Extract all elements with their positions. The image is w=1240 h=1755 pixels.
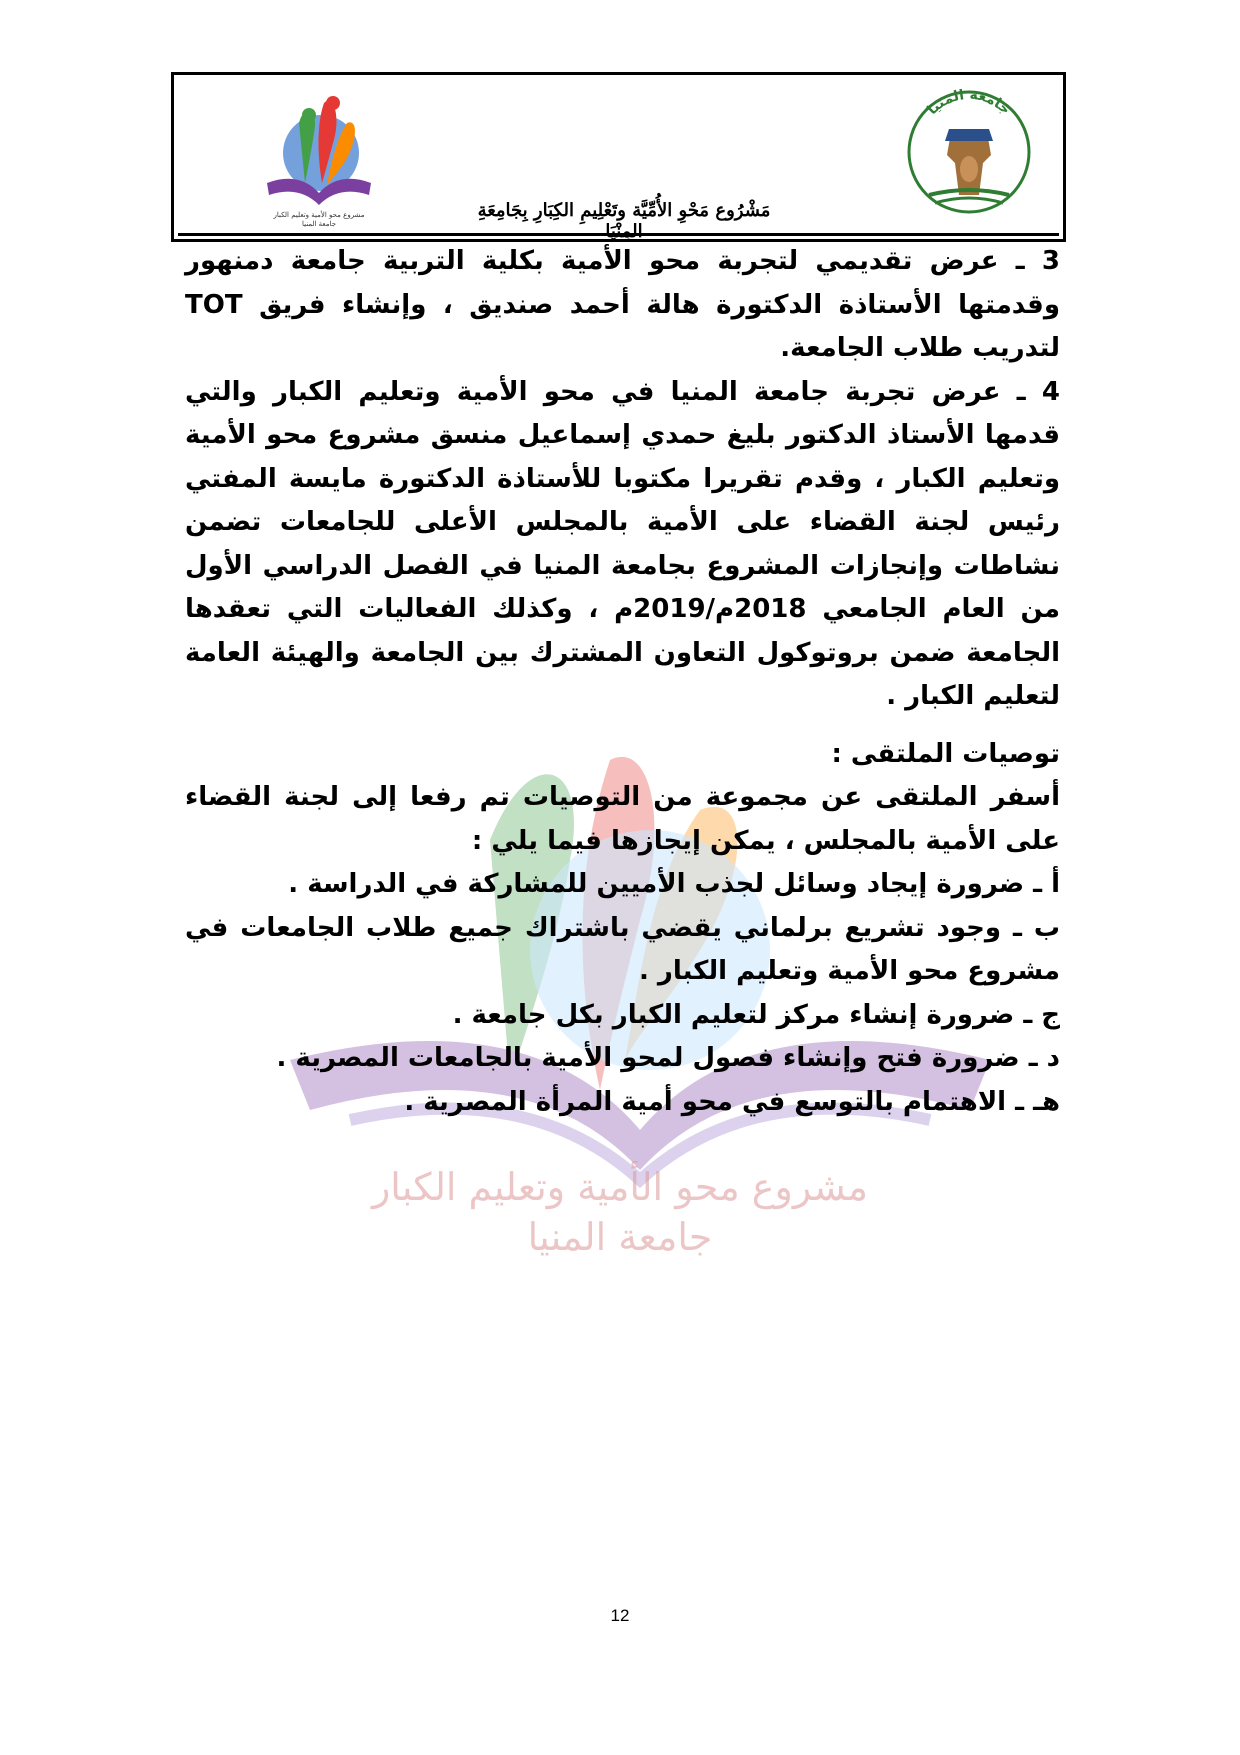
left-logo-caption-line1: مشروع محو الأمية وتعليم الكبار (273, 211, 365, 219)
minia-university-logo (899, 77, 1039, 227)
svg-text:جامعة المنيا (924, 87, 1013, 118)
left-logo-caption-line2: جامعة المنيا (301, 220, 337, 228)
recommendation-d: د ـ ضرورة فتح وإنشاء فصول لمحو الأمية بالجامعات المصرية . (276, 1043, 1060, 1073)
recommendation-b: ب ـ وجود تشريع برلماني يقضي باشتراك جميع طلاب الجامعات في مشروع محو الأمية وتعليم الكبار . (185, 912, 1060, 986)
recommendation-e: هـ ـ الاهتمام بالتوسع في محو أمية المرأة المصرية . (404, 1086, 1060, 1117)
recommendation-c: ج ـ ضرورة إنشاء مركز لتعليم الكبار بكل جامعة . (452, 999, 1060, 1030)
document-body (185, 240, 1060, 1124)
watermark-text-line1: مشروع محو الأمية وتعليم الكبار (371, 1165, 869, 1209)
paragraph-item-4: 4 ـ عرض تجربة جامعة المنيا في محو الأمية وتعليم الكبار والتي قدمها الأستاذ الدكتور بليغ حمدي إسماعيل منسق مشروع محو الأمية وتعليم الكبار ، وقدم تقريرا مكتوبا للأستاذة الدكتورة مايسة المفتي رئيس لجنة القضاء على الأمية بالمجلس الأعلى للجامعات تضمن نشاطات وإنجازات المشروع بجامعة المنيا في الفصل الدراسي الأول من العام الجامعي 2018م/2019م ، وكذلك الفعاليات التي تعقدها الجامعة ضمن بروتوكول التعاون المشترك بين الجامعة والهيئة العامة لتعليم الكبار . (185, 376, 1060, 711)
recommendations-heading: توصيات الملتقى : (831, 738, 1060, 769)
left-logo-caption (259, 211, 379, 229)
recommendations-intro: أسفر الملتقى عن مجموعة من التوصيات تم رفعا إلى لجنة القضاء على الأمية بالمجلس ، يمكن إيجازها فيما يلي : (185, 782, 1060, 856)
page-header (171, 72, 1066, 242)
right-logo-text: جامعة المنيا (924, 86, 1014, 119)
page-number: 12 (610, 1606, 630, 1625)
paragraph-item-3: 3 ـ عرض تقديمي لتجربة محو الأمية بكلية التربية جامعة دمنهور وقدمتها الأستاذة الدكتورة هالة أحمد صنديق ، وإنشاء فريق TOT لتدريب طلاب الجامعة. (185, 246, 1060, 363)
watermark-text-line2: جامعة المنيا (527, 1215, 713, 1259)
recommendation-a: أ ـ ضرورة إيجاد وسائل لجذب الأميين للمشاركة في الدراسة . (288, 869, 1060, 899)
literacy-project-logo (259, 83, 379, 233)
header-title: مَشْرُوع مَحْوِ الأُمِّيَّة وتَعْلِيمِ الكِبَارِ بِجَامِعَةِ المِنْيَا (477, 200, 771, 242)
